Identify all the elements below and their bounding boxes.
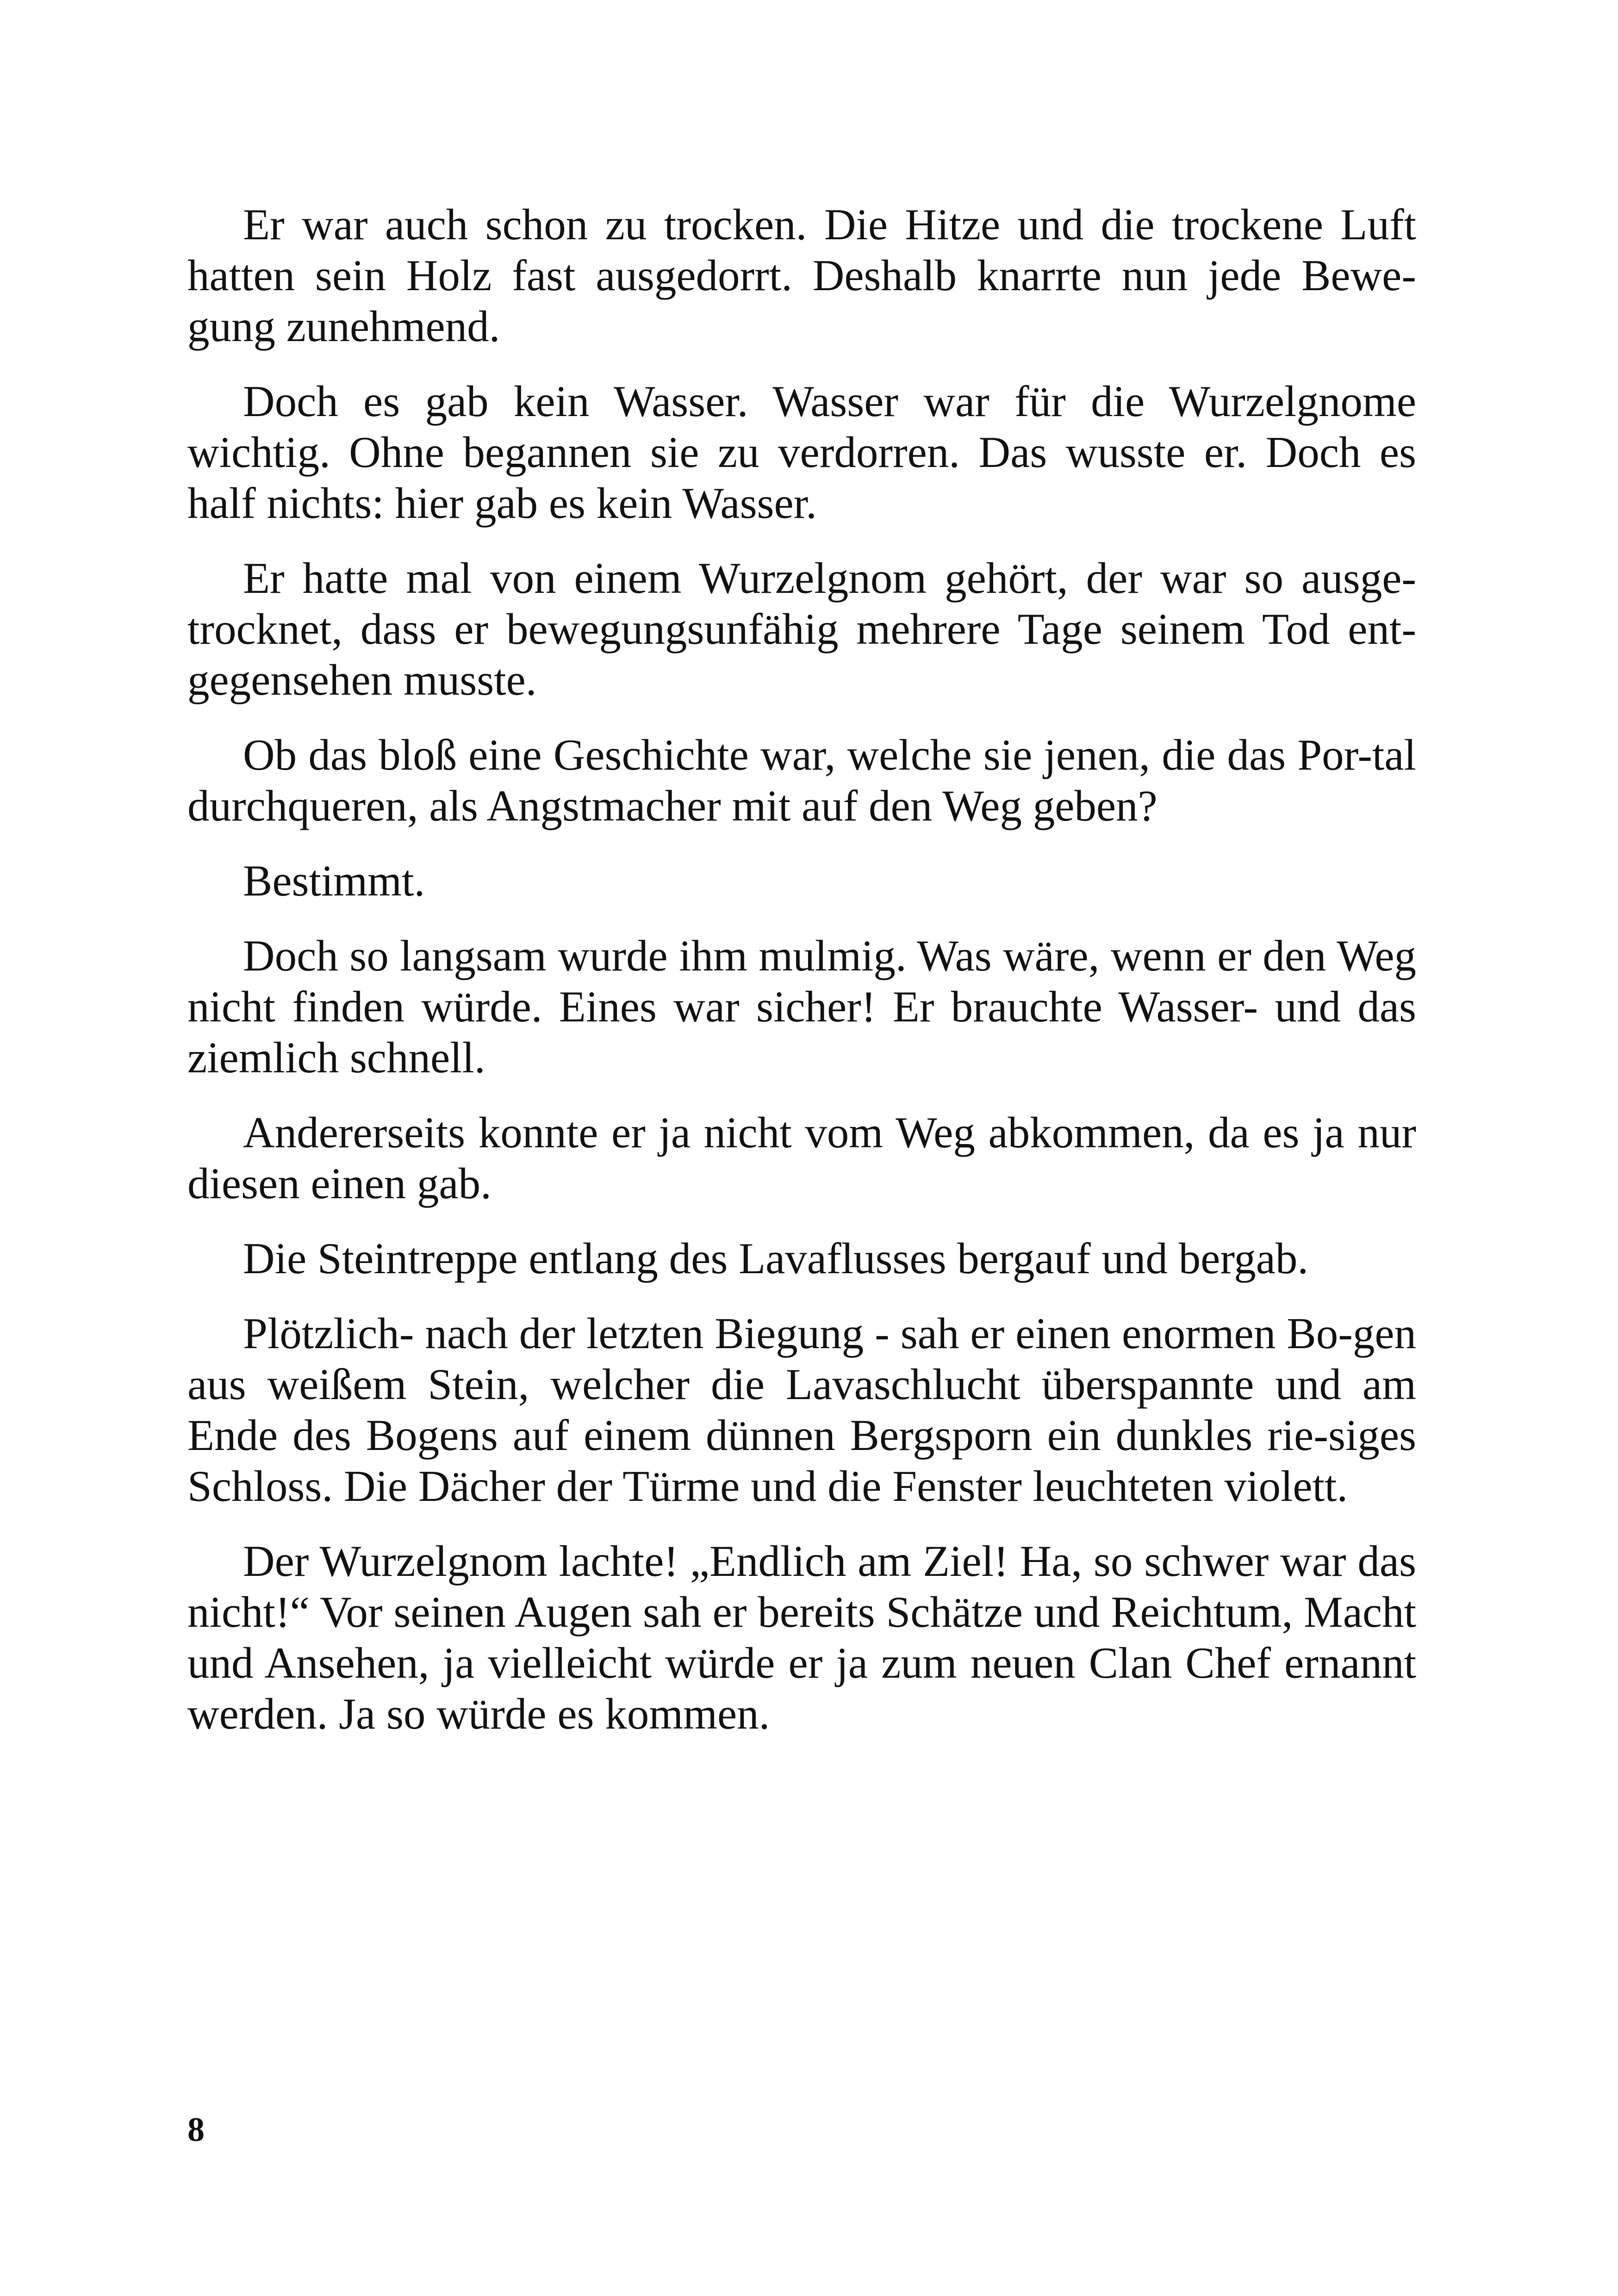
paragraph: Doch es gab kein Wasser. Wasser war für die Wurzelgnome wichtig. Ohne begannen sie zu verdorren. Das wusste er. Doch es half nichts: hier gab es kein Wasser.: [187, 377, 1416, 528]
paragraph: Plötzlich- nach der letzten Biegung - sah er einen enormen Bo-gen aus weißem Stein, welcher die Lavaschlucht überspannte und am Ende des Bogens auf einem dünnen Bergsporn ein dunkles rie-siges Schloss. Die Dächer der Türme und die Fenster leuchteten violett.: [187, 1309, 1416, 1511]
paragraph: Bestimmt.: [243, 856, 425, 905]
paragraph: Er war auch schon zu trocken. Die Hitze und die trockene Luft hatten sein Holz fast ausgedorrt. Deshalb knarrte nun jede Bewe-gung zunehmend.: [187, 200, 1416, 351]
paragraph: Er hatte mal von einem Wurzelgnom gehört, der war so ausge-trocknet, dass er bewegungsunfähig mehrere Tage seinem Tod ent-gegensehen musste.: [187, 554, 1416, 704]
body-text: [187, 199, 1416, 1763]
paragraph: Der Wurzelgnom lachte! „Endlich am Ziel! Ha, so schwer war das nicht!“ Vor seinen Augen sah er bereits Schätze und Reichtum, Macht und Ansehen, ja vielleicht würde er ja zum neuen Clan Chef ernannt werden. Ja so würde es kommen.: [187, 1537, 1416, 1738]
paragraph: Die Steintreppe entlang des Lavaflusses bergauf und bergab.: [243, 1234, 1309, 1283]
page-number: 8: [187, 2111, 205, 2149]
paragraph: Ob das bloß eine Geschichte war, welche sie jenen, die das Por-tal durchqueren, als Angstmacher mit auf den Weg geben?: [187, 730, 1416, 830]
paragraph: Doch so langsam wurde ihm mulmig. Was wäre, wenn er den Weg nicht finden würde. Eines war sicher! Er brauchte Wasser- und das ziemlich schnell.: [187, 931, 1416, 1082]
paragraph: Andererseits konnte er ja nicht vom Weg abkommen, da es ja nur diesen einen gab.: [187, 1108, 1416, 1208]
